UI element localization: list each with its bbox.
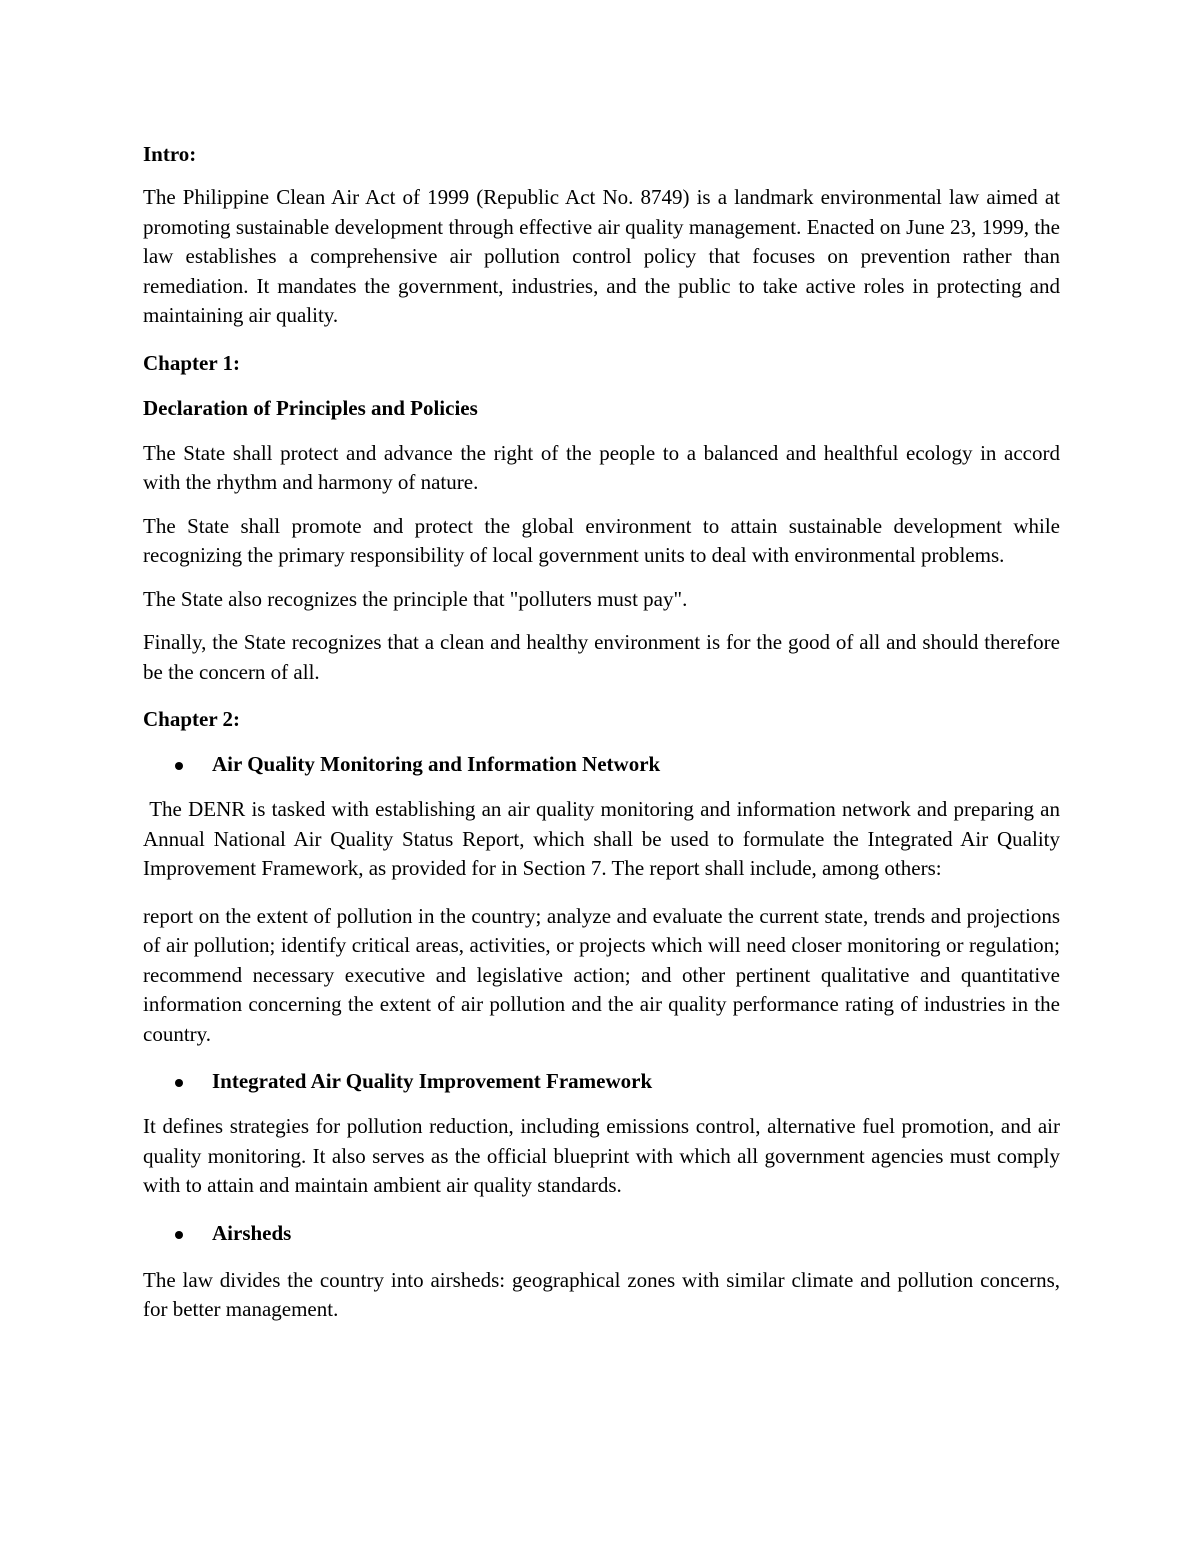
principle-paragraph: The State also recognizes the principle that "polluters must pay". (143, 586, 688, 611)
chapter-1-heading: Chapter 1: (143, 350, 241, 375)
chapter-1-subheading: Declaration of Principles and Policies (143, 395, 478, 420)
bullet-title: Integrated Air Quality Improvement Framework (212, 1069, 653, 1093)
section-paragraph: The DENR is tasked with establishing an air quality monitoring and information network and preparing an Annual National Air Quality Status Report, which shall be used to formulate the Integrated Air Quality Improvement Framework, as provided for in Section 7. The report shall include, among others: (143, 797, 1066, 880)
section-paragraph: report on the extent of pollution in the country; analyze and evaluate the current state, trends and projections of air pollution; identify critical areas, activities, or projects which will need closer monitoring or regulation; recommend necessary executive and legislative action; and other pertinent qualitative and quantitative information concerning the extent of air pollution and the air quality performance rating of industries in the country. (143, 903, 1060, 1046)
document-page (143, 140, 1066, 1325)
bullet-icon (175, 1231, 183, 1239)
principle-paragraph: The State shall promote and protect the global environment to attain sustainable development while recognizing the primary responsibility of local government units to deal with environmental problems. (143, 513, 1060, 567)
section-paragraph: The law divides the country into airsheds: geographical zones with similar climate and pollution concerns, for better management. (143, 1267, 1060, 1321)
principle-paragraph: Finally, the State recognizes that a clean and healthy environment is for the good of all and should therefore be the concern of all. (143, 630, 1060, 684)
bullet-item-framework (143, 1067, 1060, 1096)
intro-paragraph: The Philippine Clean Air Act of 1999 (Republic Act No. 8749) is a landmark environmental law aimed at promoting sustainable development through effective air quality management. Enacted on June 23, 1999, the law establishes a comprehensive air pollution control policy that focuses on prevention rather than remediation. It mandates the government, industries, and the public to take active roles in protecting and maintaining air quality. (143, 185, 1060, 327)
bullet-item-monitoring (143, 750, 1060, 779)
intro-heading: Intro: (143, 142, 197, 166)
bullet-title: Airsheds (212, 1220, 292, 1245)
section-paragraph: It defines strategies for pollution reduction, including emissions control, alternative fuel promotion, and air quality monitoring. It also serves as the official blueprint with which all government agencies must comply with to attain and maintain ambient air quality standards. (143, 1114, 1060, 1197)
principle-paragraph: The State shall protect and advance the right of the people to a balanced and healthful ecology in accord with the rhythm and harmony of nature. (143, 440, 1060, 494)
bullet-item-airsheds (143, 1219, 1060, 1248)
bullet-icon (175, 1079, 183, 1087)
bullet-title: Air Quality Monitoring and Information Network (212, 752, 661, 776)
bullet-icon (175, 762, 183, 770)
chapter-2-heading: Chapter 2: (143, 707, 241, 731)
